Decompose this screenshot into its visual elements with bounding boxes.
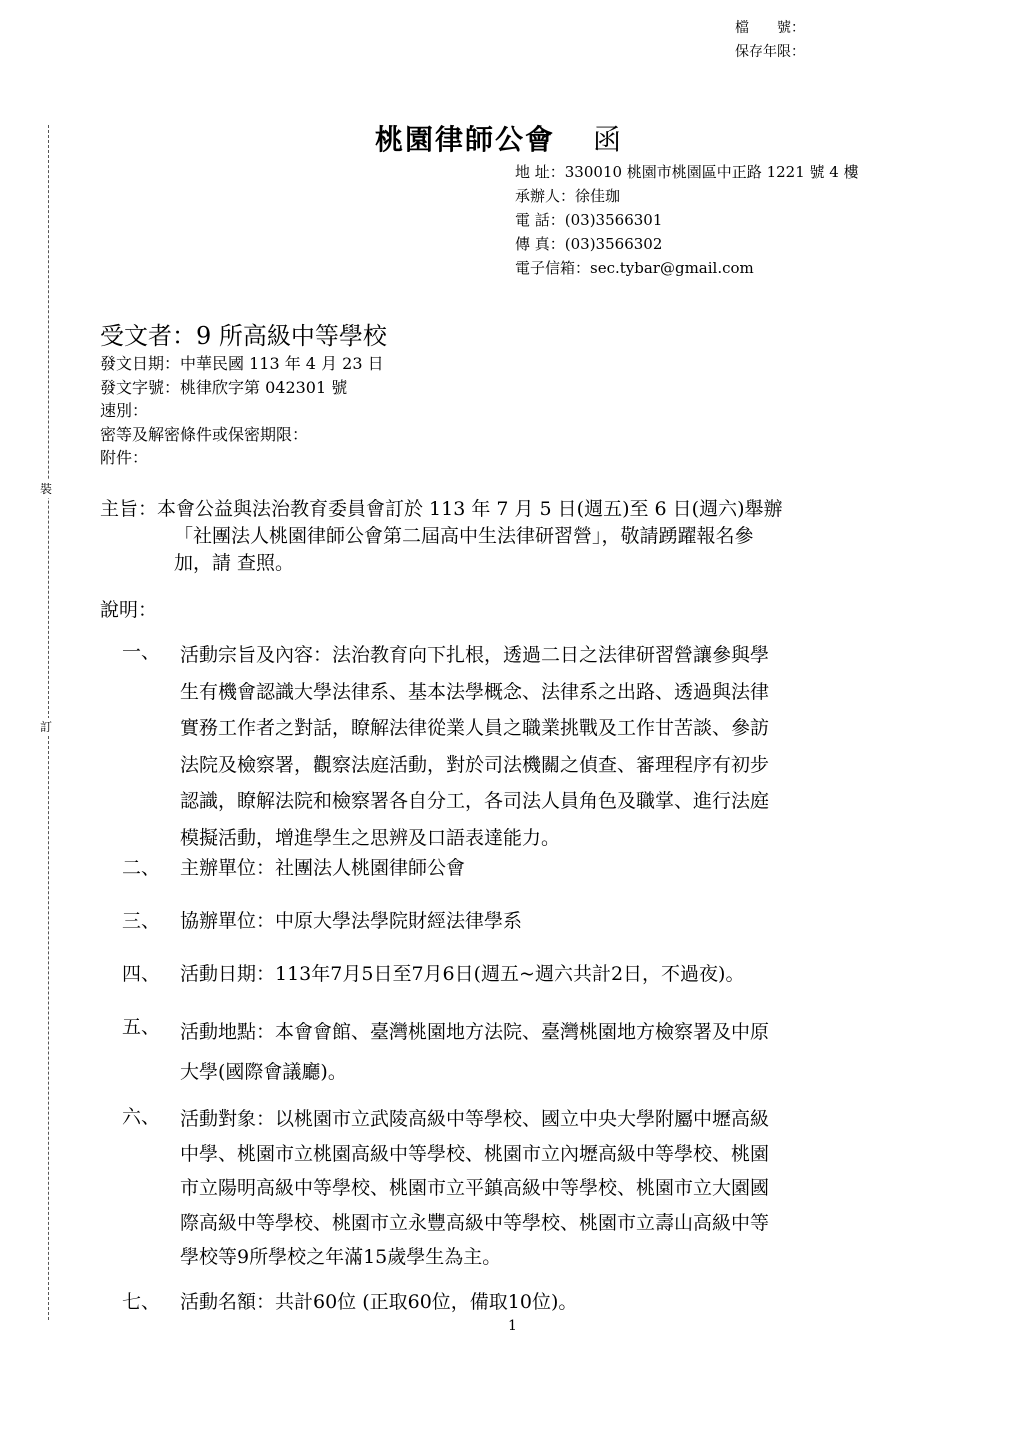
explanation-label: 說明： bbox=[100, 599, 158, 621]
contact-address: 地 址：330010 桃園市桃園區中正路 1221 號 4 樓 bbox=[515, 163, 859, 181]
binding-mark-middle: 訂 bbox=[40, 720, 53, 734]
subject-line: 「社團法人桃園律師公會第二屆高中生法律研習營」，敬請踴躍報名參 bbox=[174, 525, 754, 547]
item-line: 活動日期：113年7月5日至7月6日(週五~週六共計2日，不過夜)。 bbox=[180, 963, 745, 985]
subject-line: 加，請 查照。 bbox=[174, 552, 295, 574]
contact-email: 電子信箱：sec.tybar@gmail.com bbox=[515, 259, 754, 277]
item-body bbox=[180, 853, 930, 880]
file-number: 檔 號： bbox=[735, 20, 805, 36]
item-line: 活動對象：以桃園市立武陵高級中等學校、國立中央大學附屬中壢高級 bbox=[180, 1108, 770, 1130]
item-line: 學校等9所學校之年滿15歲學生為主。 bbox=[180, 1246, 502, 1268]
item-line: 實務工作者之對話，瞭解法律從業人員之職業挑戰及工作甘苦談、參訪 bbox=[180, 717, 770, 739]
contact-fax: 傳 真：(03)3566302 bbox=[515, 235, 663, 253]
item-number: 六、 bbox=[122, 1106, 161, 1128]
item-body bbox=[180, 1012, 930, 1092]
document-title bbox=[375, 118, 623, 158]
item-body bbox=[180, 637, 930, 856]
item-line: 市立陽明高級中等學校、桃園市立平鎮高級中等學校、桃園市立大園國 bbox=[180, 1177, 770, 1199]
document-meta bbox=[100, 352, 384, 470]
item-line: 模擬活動，增進學生之思辨及口語表達能力。 bbox=[180, 826, 561, 849]
subject-line: 主旨：本會公益與法治教育委員會訂於 113 年 7 月 5 日(週五)至 6 日(週六)舉辦 bbox=[100, 498, 783, 520]
item-body bbox=[180, 906, 930, 933]
item-line: 際高級中等學校、桃園市立永豐高級中等學校、桃園市立壽山高級中等 bbox=[180, 1211, 770, 1234]
item-number: 三、 bbox=[122, 910, 161, 932]
item-line: 協辦單位：中原大學法學院財經法律學系 bbox=[180, 910, 523, 932]
item-number: 二、 bbox=[122, 857, 161, 879]
organization-name: 桃園律師公會 bbox=[375, 123, 556, 156]
binding-mark-top: 裝 bbox=[40, 482, 53, 496]
secrecy-level: 密等及解密條件或保密期限： bbox=[100, 424, 309, 444]
item-line: 中學、桃園市立桃園高級中等學校、桃園市立內壢高級中等學校、桃園 bbox=[180, 1142, 770, 1165]
retention-period: 保存年限： bbox=[735, 44, 805, 60]
attachment: 附件： bbox=[100, 448, 149, 467]
item-number: 四、 bbox=[122, 963, 161, 985]
issue-number: 發文字號：桃律欣字第 042301 號 bbox=[100, 377, 348, 397]
contact-block bbox=[515, 160, 859, 280]
document-type: 函 bbox=[593, 123, 624, 156]
item-line: 認識，瞭解法院和檢察署各自分工，各司法人員角色及職掌、進行法庭 bbox=[180, 790, 770, 812]
item-line: 活動名額：共計60位 (正取60位，備取10位)。 bbox=[180, 1291, 578, 1313]
item-body bbox=[180, 1102, 930, 1275]
subject bbox=[100, 496, 930, 577]
page-number: 1 bbox=[508, 1318, 517, 1334]
delivery-speed: 速別： bbox=[100, 401, 149, 420]
item-line: 大學(國際會議廳)。 bbox=[180, 1061, 347, 1083]
item-number: 五、 bbox=[122, 1016, 161, 1038]
file-info bbox=[735, 16, 805, 64]
item-line: 主辦單位：社團法人桃園律師公會 bbox=[180, 857, 466, 879]
contact-phone: 電 話：(03)3566301 bbox=[515, 211, 663, 229]
item-number: 一、 bbox=[122, 641, 161, 663]
item-body bbox=[180, 959, 930, 986]
contact-handler: 承辦人：徐佳珈 bbox=[515, 187, 621, 205]
issue-date: 發文日期：中華民國 113 年 4 月 23 日 bbox=[100, 354, 384, 373]
recipient: 受文者：9 所高級中等學校 bbox=[100, 322, 387, 350]
item-body bbox=[180, 1287, 930, 1314]
item-line: 生有機會認識大學法律系、基本法學概念、法律系之出路、透過與法律 bbox=[180, 680, 770, 703]
item-line: 活動地點：本會會館、臺灣桃園地方法院、臺灣桃園地方檢察署及中原 bbox=[180, 1021, 770, 1043]
item-line: 活動宗旨及內容：法治教育向下扎根，透過二日之法律研習營讓參與學 bbox=[180, 644, 770, 666]
item-number: 七、 bbox=[122, 1291, 161, 1313]
item-line: 法院及檢察署，觀察法庭活動，對於司法機關之偵查、審理程序有初步 bbox=[180, 753, 770, 776]
